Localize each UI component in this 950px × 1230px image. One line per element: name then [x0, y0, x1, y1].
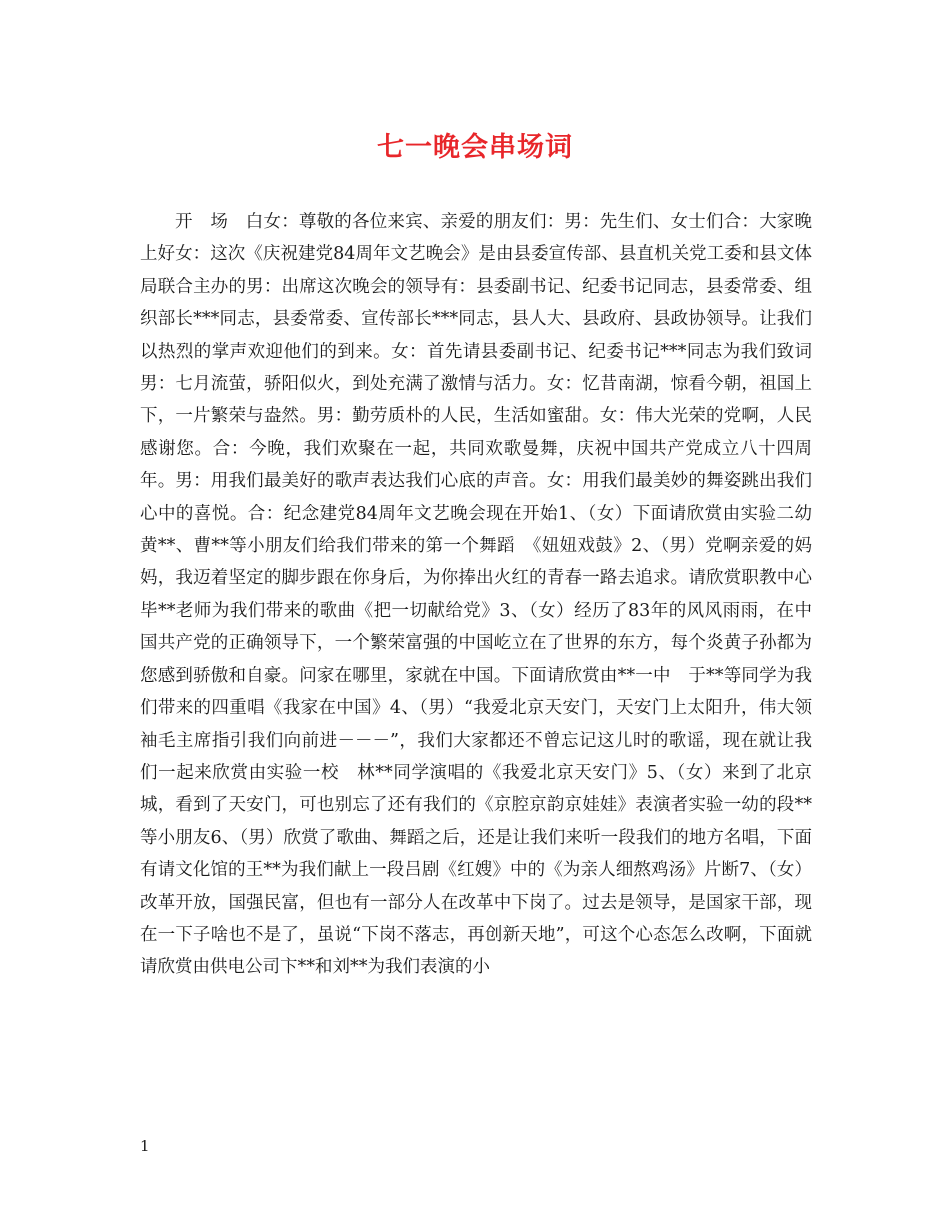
page-number: 1: [140, 1137, 150, 1155]
document-title: 七一晚会串场词: [377, 132, 573, 163]
document-body-paragraph: 开 场 白女：尊敬的各位来宾、亲爱的朋友们：男：先生们、女士们合：大家晚上好女：这次《庆祝建党84周年文艺晚会》是由县委宣传部、县直机关党工委和县文体局联合主办的男：出席这次晚会的领导有：县委副书记、纪委书记同志，县委常委、组织部长***同志，县委常委、宣传部长***同志，县人大、县政府、县政协领导。让我们以热烈的掌声欢迎他们的到来。女：首先请县委副书记、纪委书记***同志为我们致词男：七月流萤，骄阳似火，到处充满了激情与活力。女：忆昔南湖，惊看今朝，祖国上下，一片繁荣与盎然。男：勤劳质朴的人民，生活如蜜甜。女：伟大光荣的党啊，人民感谢您。合：今晚，我们欢聚在一起，共同欢歌曼舞，庆祝中国共产党成立八十四周年。男：用我们最美好的歌声表达我们心底的声音。女：用我们最美妙的舞姿跳出我们心中的喜悦。合：纪念建党84周年文艺晚会现在开始1、（女）下面请欣赏由实验二幼 黄**、曹**等小朋友们给我们带来的第一个舞蹈 《妞妞戏鼓》2、（男）党啊亲爱的妈妈，我迈着坚定的脚步跟在你身后，为你捧出火红的青春一路去追求。请欣赏职教中心毕**老师为我们带来的歌曲《把一切献给党》3、（女）经历了83年的风风雨雨，在中国共产党的正确领导下，一个繁荣富强的中国屹立在了世界的东方，每个炎黄子孙都为您感到骄傲和自豪。问家在哪里，家就在中国。下面请欣赏由**一中 于**等同学为我们带来的四重唱《我家在中国》4、（男）“我爱北京天安门，天安门上太阳升，伟大领袖毛主席指引我们向前进－－－”，我们大家都还不曾忘记这儿时的歌谣，现在就让我们一起来欣赏由实验一校 林**同学演唱的《我爱北京天安门》5、（女）来到了北京城，看到了天安门，可也别忘了还有我们的《京腔京韵京娃娃》表演者实验一幼的段**等小朋友6、（男）欣赏了歌曲、舞蹈之后，还是让我们来听一段我们的地方名唱，下面有请文化馆的王**为我们献上一段吕剧《红嫂》中的《为亲人细熬鸡汤》片断7、（女）改革开放，国强民富，但也有一部分人在改革中下岗了。过去是领导，是国家干部，现在一下子啥也不是了，虽说“下岗不落志，再创新天地”，可这个心态怎么改啊，下面就请欣赏由供电公司卞**和刘**为我们表演的小: [140, 212, 830, 978]
